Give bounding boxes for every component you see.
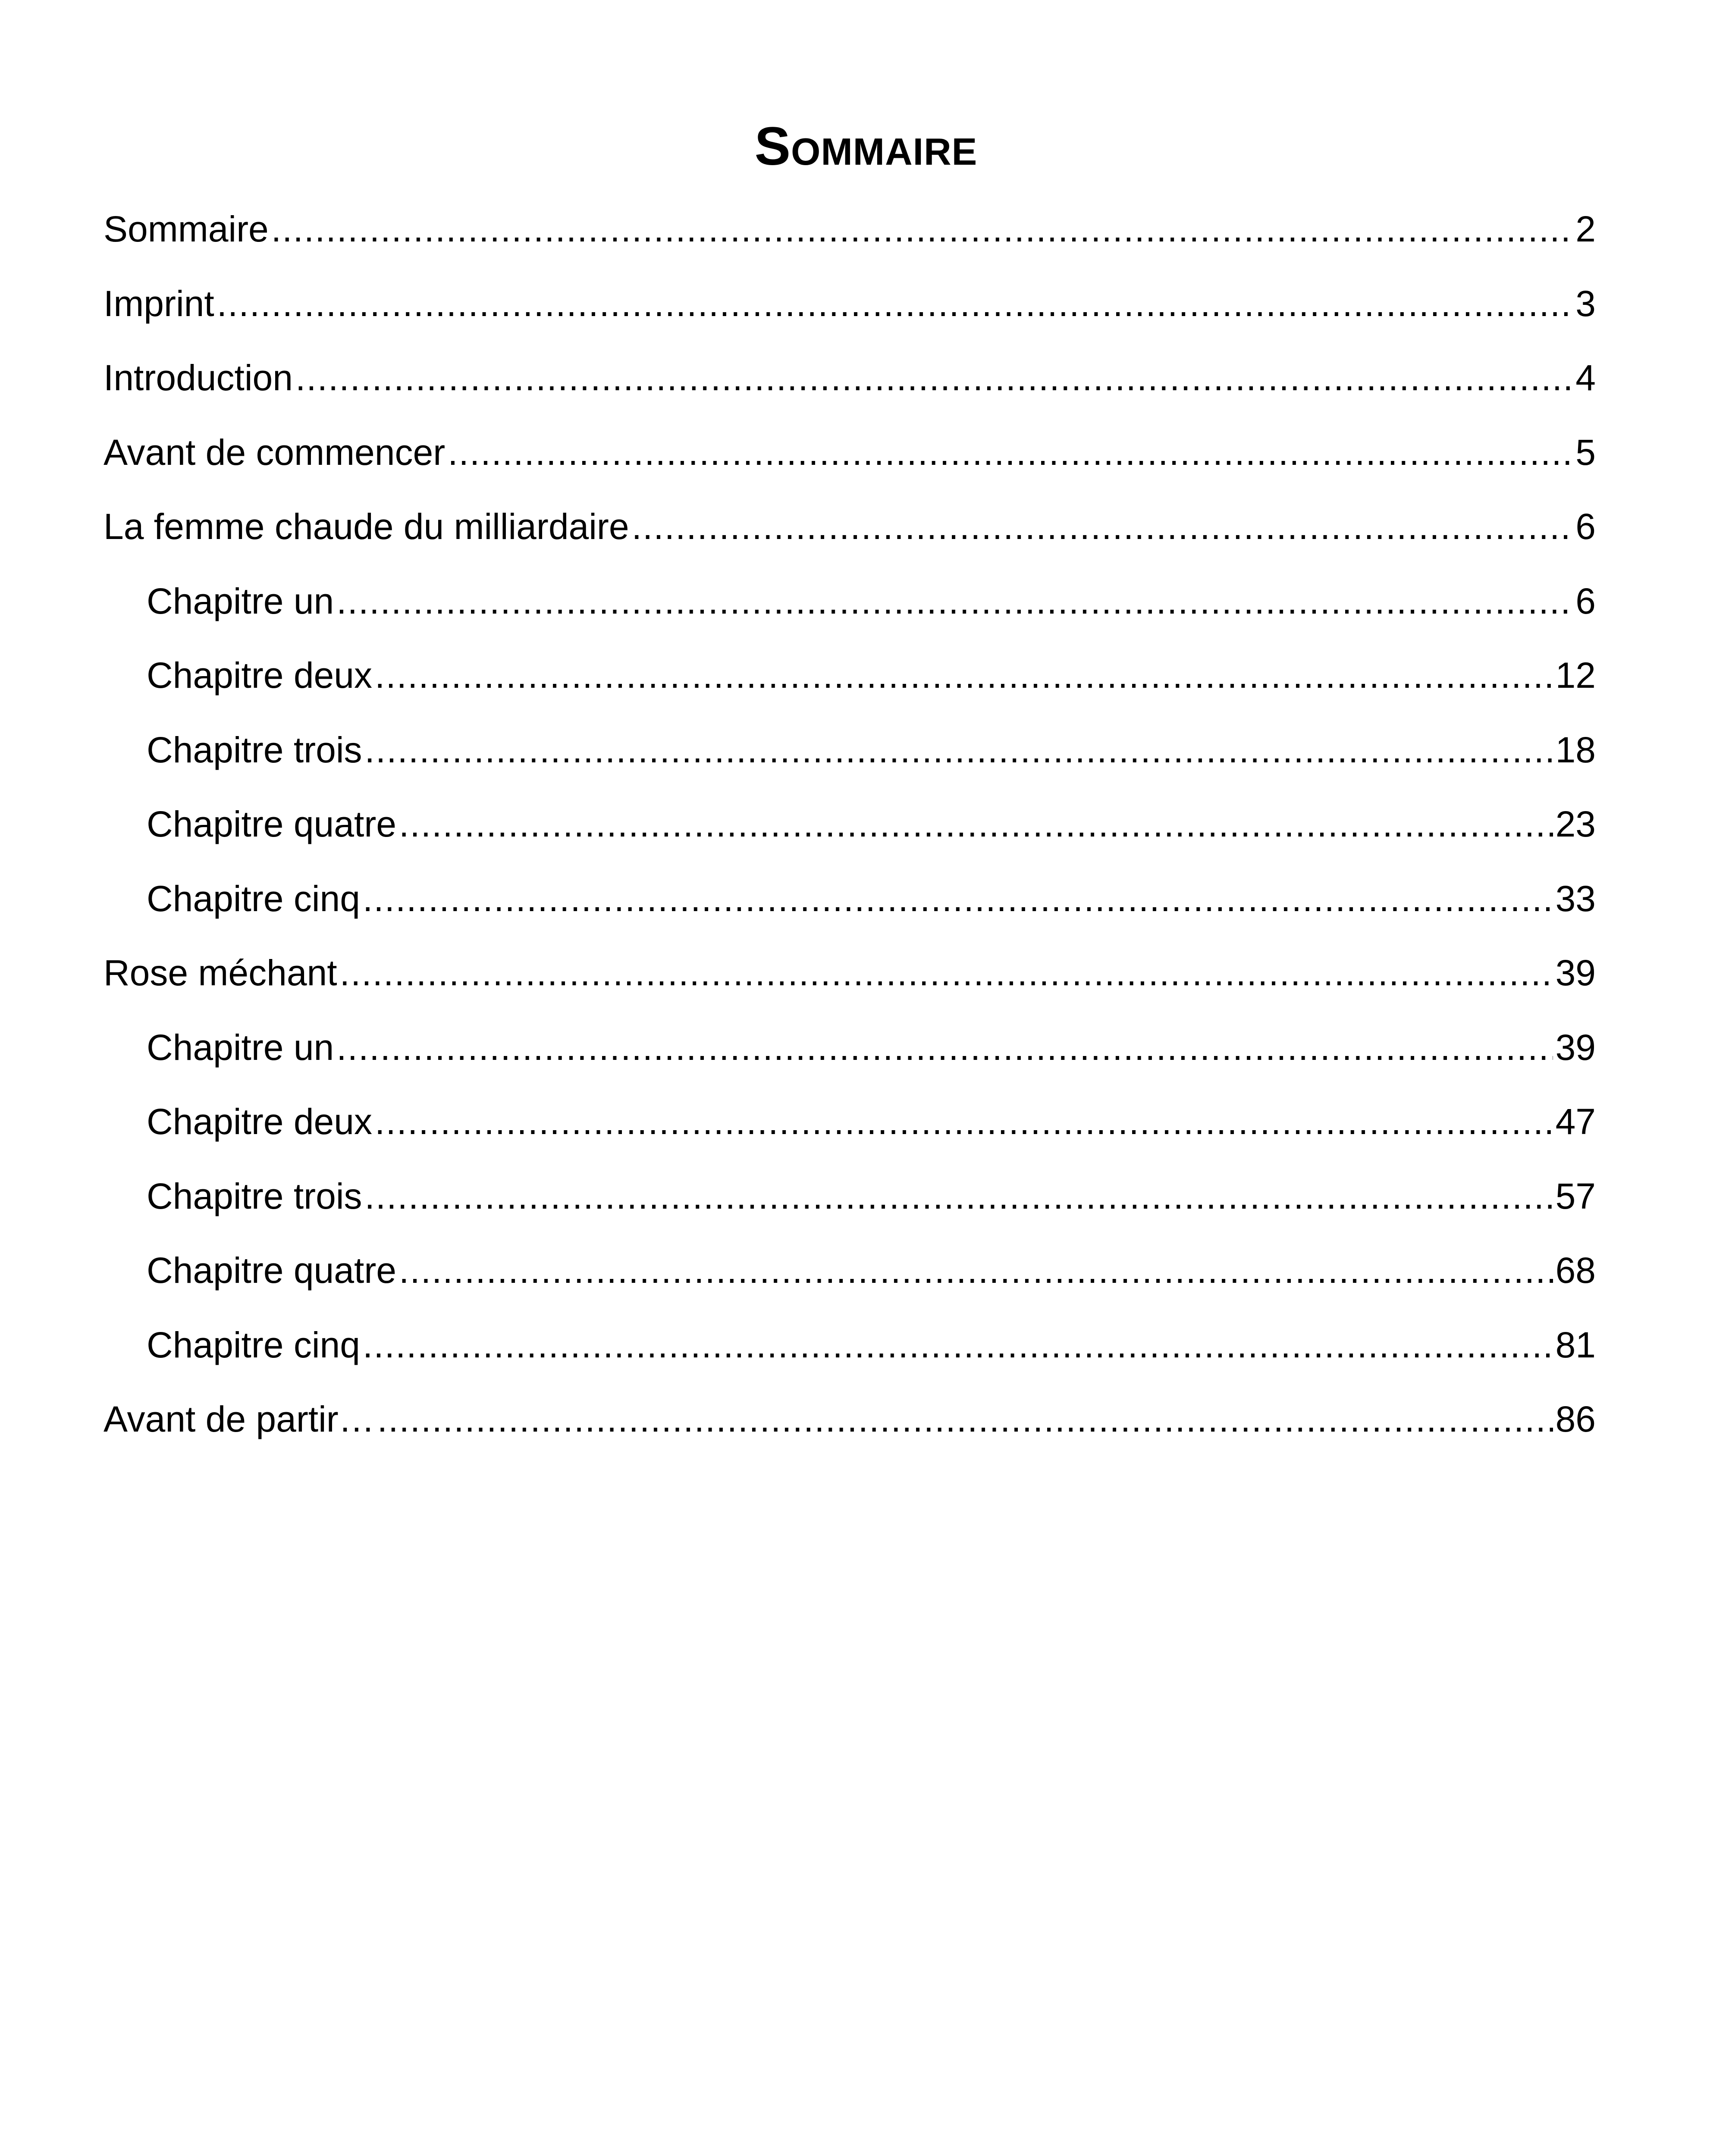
toc-subentry[interactable] bbox=[104, 638, 1596, 713]
toc-entry-title: Chapitre un bbox=[147, 1027, 334, 1068]
toc-subentry[interactable] bbox=[104, 1308, 1596, 1382]
toc-dot-leader bbox=[448, 415, 1573, 490]
toc-dot-leader bbox=[217, 266, 1573, 341]
toc-entry-title: Imprint bbox=[104, 283, 214, 324]
toc-entry-title: Chapitre quatre bbox=[147, 1250, 397, 1291]
toc-dot-leader bbox=[340, 936, 1553, 1010]
toc-entry-page: 47 bbox=[1555, 1101, 1596, 1142]
toc-entry-title: Introduction bbox=[104, 357, 293, 398]
toc-entry[interactable] bbox=[104, 1382, 1596, 1457]
toc-entry-title: Sommaire bbox=[104, 209, 269, 249]
toc-subentry[interactable] bbox=[104, 1010, 1596, 1085]
toc-entry[interactable] bbox=[104, 489, 1596, 564]
page-title: Sommaire bbox=[754, 116, 978, 176]
toc-entry-page: 86 bbox=[1555, 1399, 1596, 1439]
toc-dot-leader bbox=[271, 192, 1573, 266]
toc-entry-page: 68 bbox=[1555, 1250, 1596, 1291]
toc-entry-title: Chapitre deux bbox=[147, 655, 372, 696]
toc-subentry[interactable] bbox=[104, 862, 1596, 936]
toc-dot-leader bbox=[399, 1233, 1553, 1308]
toc-entry-title: Chapitre trois bbox=[147, 729, 362, 770]
toc-entry-page: 81 bbox=[1555, 1324, 1596, 1365]
toc-entry-title: Chapitre quatre bbox=[147, 804, 397, 844]
toc-subentry[interactable] bbox=[104, 787, 1596, 862]
toc-entry-title: Chapitre trois bbox=[147, 1175, 362, 1216]
toc-entry[interactable] bbox=[104, 192, 1596, 266]
toc-entry-page: 6 bbox=[1575, 506, 1596, 547]
toc-dot-leader bbox=[336, 564, 1573, 639]
toc-entry-page: 39 bbox=[1555, 1027, 1596, 1068]
toc-subentry[interactable] bbox=[104, 713, 1596, 787]
toc-dot-leader bbox=[632, 489, 1573, 564]
toc-dot-leader bbox=[363, 862, 1553, 936]
toc-subentry[interactable] bbox=[104, 1159, 1596, 1234]
toc-entry-page: 5 bbox=[1575, 432, 1596, 473]
toc-entry[interactable] bbox=[104, 341, 1596, 415]
toc-entry-page: 2 bbox=[1575, 209, 1596, 249]
toc-entry-title: Chapitre deux bbox=[147, 1101, 372, 1142]
toc-entry-title: Avant de partir… bbox=[104, 1399, 375, 1439]
toc-entry-page: 6 bbox=[1575, 580, 1596, 621]
toc-entry[interactable] bbox=[104, 936, 1596, 1010]
toc-dot-leader bbox=[365, 713, 1553, 787]
toc-dot-leader bbox=[377, 1382, 1553, 1457]
toc-dot-leader bbox=[375, 1084, 1553, 1159]
toc-dot-leader bbox=[363, 1308, 1553, 1382]
toc-entry-page: 57 bbox=[1555, 1175, 1596, 1216]
toc-entry-page: 3 bbox=[1575, 283, 1596, 324]
toc-dot-leader bbox=[365, 1159, 1553, 1234]
toc-entry-title: La femme chaude du milliardaire bbox=[104, 506, 629, 547]
toc-dot-leader bbox=[295, 341, 1573, 415]
toc-entry-page: 23 bbox=[1555, 804, 1596, 844]
toc-entry[interactable] bbox=[104, 266, 1596, 341]
toc-entry-title: Chapitre un bbox=[147, 580, 334, 621]
toc-entry-page: 4 bbox=[1575, 357, 1596, 398]
toc-entry-title: Chapitre cinq bbox=[147, 1324, 360, 1365]
toc-entry-page: 12 bbox=[1555, 655, 1596, 696]
toc-entry-title: Avant de commencer bbox=[104, 432, 446, 473]
toc-entry-title: Rose méchant bbox=[104, 953, 337, 993]
toc-subentry[interactable] bbox=[104, 1233, 1596, 1308]
toc-dot-leader bbox=[336, 1010, 1553, 1085]
toc-entry-page: 18 bbox=[1555, 729, 1596, 770]
toc-entry-title: Chapitre cinq bbox=[147, 878, 360, 919]
table-of-contents bbox=[104, 192, 1596, 1457]
toc-subentry[interactable] bbox=[104, 564, 1596, 639]
toc-entry[interactable] bbox=[104, 415, 1596, 490]
toc-dot-leader bbox=[399, 787, 1553, 862]
toc-entry-page: 39 bbox=[1555, 953, 1596, 993]
toc-dot-leader bbox=[375, 638, 1553, 713]
toc-subentry[interactable] bbox=[104, 1084, 1596, 1159]
toc-entry-page: 33 bbox=[1555, 878, 1596, 919]
